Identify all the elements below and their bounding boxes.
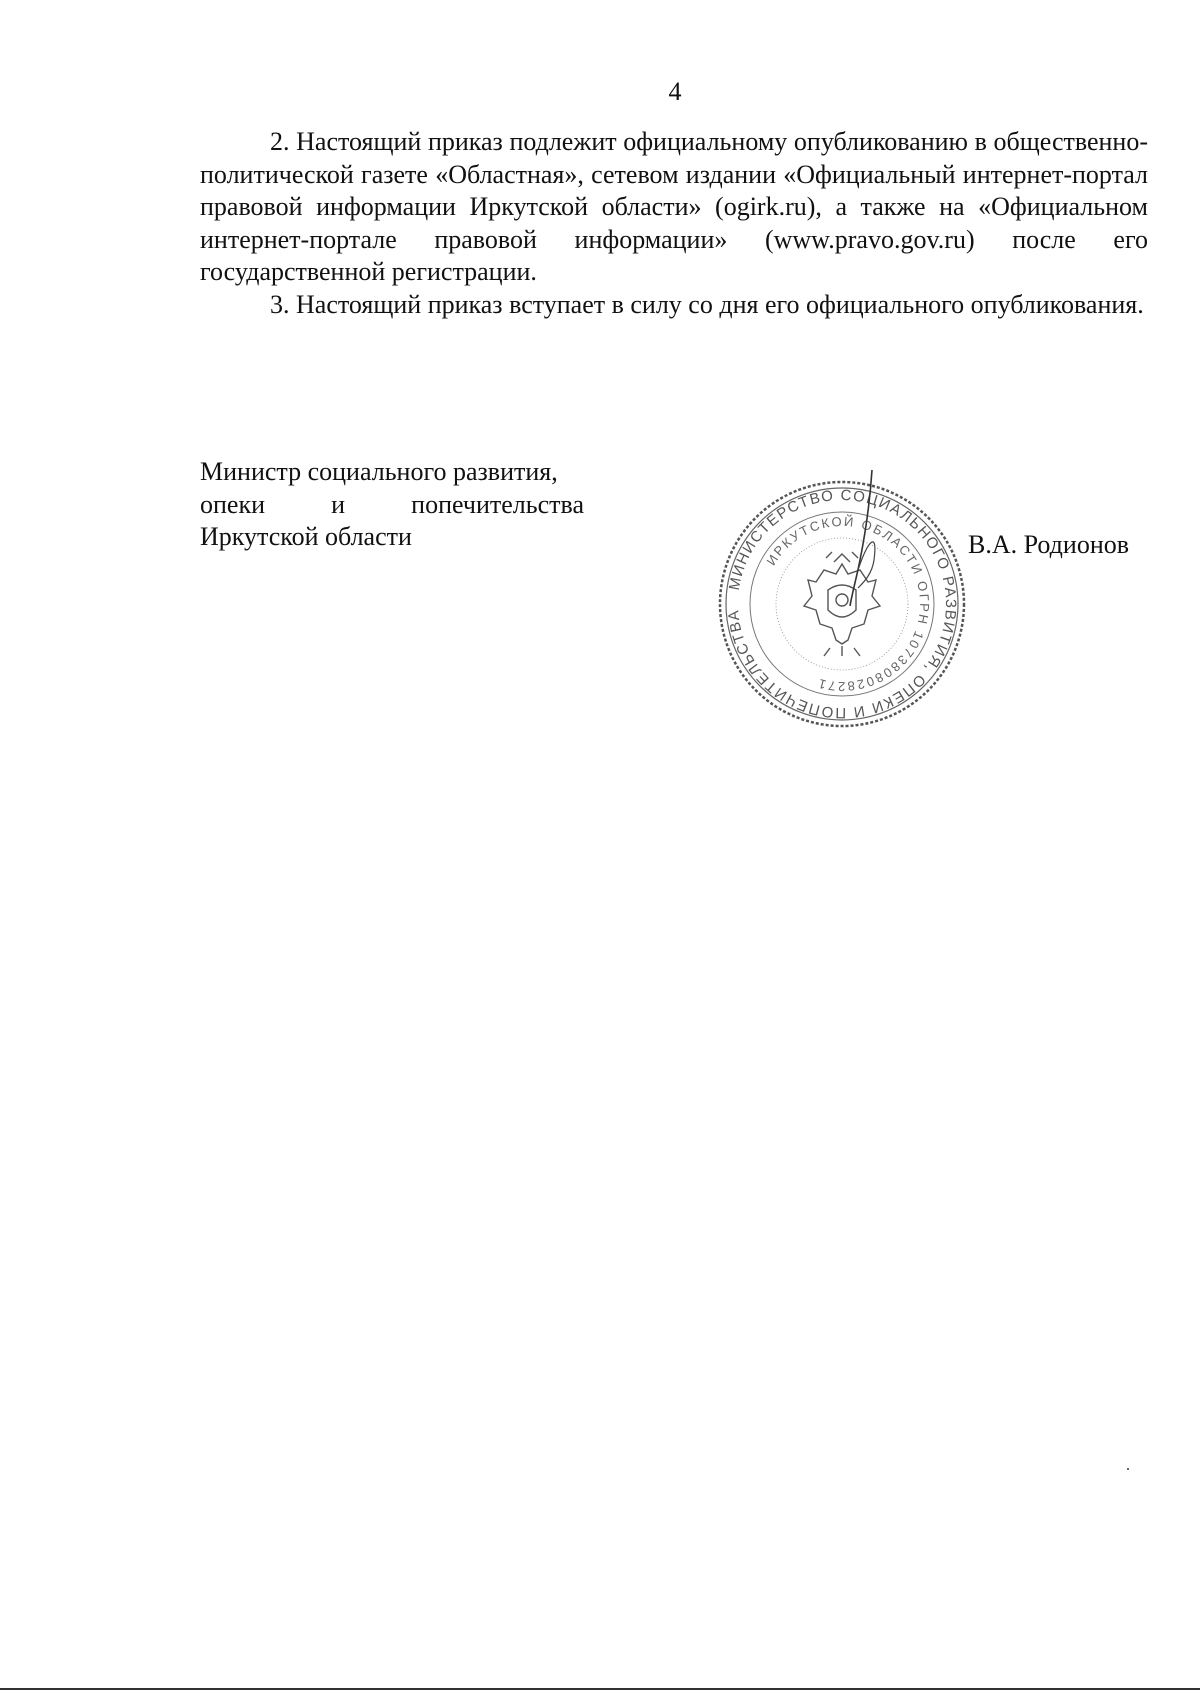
paragraph-effective-date: 3. Настоящий приказ вступает в силу со дня его официального опубликования.	[270, 289, 1144, 319]
signatory-title-line-2: опеки и попечительства	[200, 489, 584, 519]
seal-outer-text: МИНИСТЕРСТВО СОЦИАЛЬНОГО РАЗВИТИЯ, ОПЕКИ И ПОПЕЧИТЕЛЬСТВА	[725, 486, 960, 722]
signatory-title	[200, 456, 584, 554]
order-body	[200, 126, 1148, 321]
page-bottom-rule	[0, 1688, 1200, 1690]
scan-speck	[1127, 1468, 1129, 1470]
page-number: 4	[668, 77, 682, 106]
signatory-title-line-1: Министр социального развития,	[200, 457, 558, 486]
handwritten-signature	[812, 470, 902, 610]
paragraph-publication: 2. Настоящий приказ подлежит официальному опубликованию в общественно-политической газете «Областная», сетевом издании «Официальный интернет-портал правовой информации Иркутской области» (ogirk.ru), а также на «Официальном интернет-портале правовой информации» (www.pravo.gov.ru) после его государственной регистрации.	[200, 127, 1148, 286]
signatory-title-line-3: Иркутской области	[200, 522, 412, 551]
signatory-name: В.А. Родионов	[968, 530, 1130, 559]
seal-inner-text: ИРКУТСКОЙ ОБЛАСТИ ОГРН 1073808028271	[763, 513, 933, 695]
